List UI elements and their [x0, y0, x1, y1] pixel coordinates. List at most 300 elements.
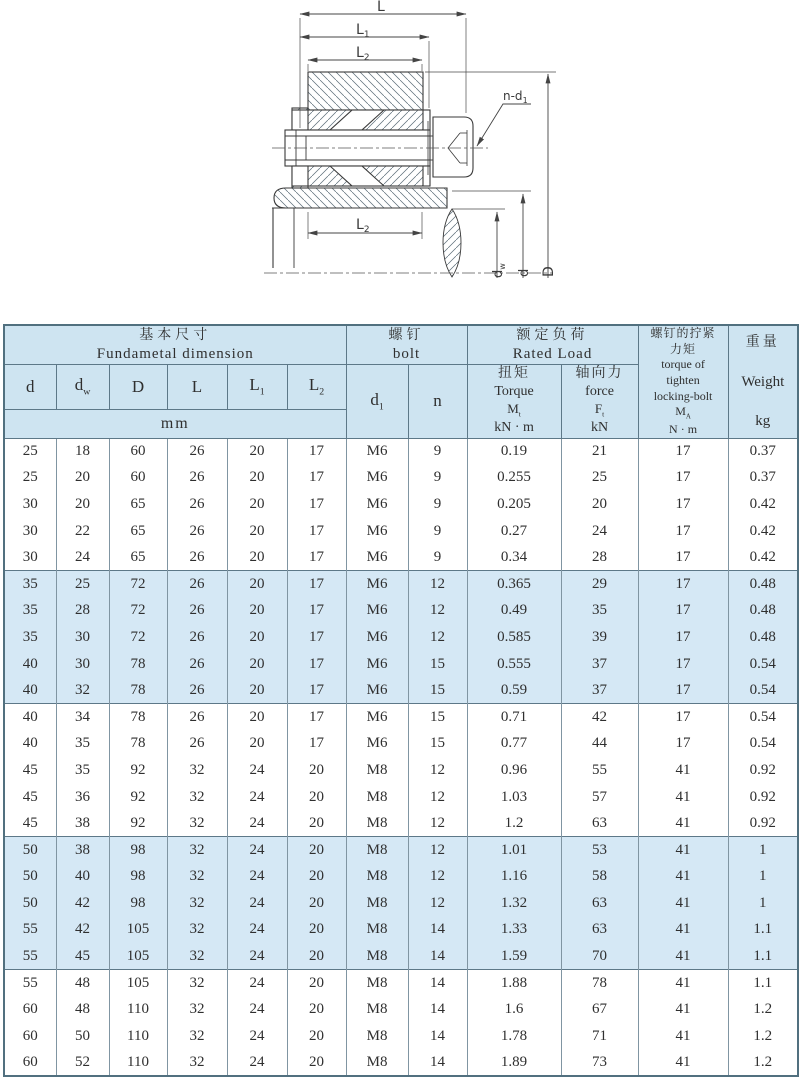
- header-basic-dimension: [4, 325, 346, 364]
- cell: 25: [56, 571, 109, 598]
- cell: M8: [346, 784, 408, 811]
- dia-label-dw: $d_w$: [491, 263, 507, 278]
- cell: 12: [408, 757, 467, 784]
- col-header-L2: $L_2$: [287, 364, 346, 409]
- cell: 20: [227, 491, 287, 518]
- cell: 0.205: [467, 491, 561, 518]
- cell: 0.96: [467, 757, 561, 784]
- header-rated-load-en: Rated Load: [512, 345, 593, 362]
- cell: 17: [287, 731, 346, 758]
- cell: 20: [227, 518, 287, 545]
- col-header-L: L: [167, 364, 227, 409]
- cell: 63: [561, 917, 638, 944]
- spec-table-head: [4, 325, 798, 438]
- cell: 45: [4, 784, 56, 811]
- col-header-L1: $L_1$: [227, 364, 287, 409]
- cell: 26: [167, 491, 227, 518]
- cell: M6: [346, 677, 408, 704]
- cell: 37: [561, 677, 638, 704]
- cell: 15: [408, 651, 467, 678]
- cell: 24: [227, 1023, 287, 1050]
- cell: 9: [408, 491, 467, 518]
- cell: 20: [227, 651, 287, 678]
- cell: 52: [56, 1050, 109, 1077]
- cell: 12: [408, 810, 467, 837]
- cell: 32: [167, 757, 227, 784]
- cell: 67: [561, 996, 638, 1023]
- cell: 9: [408, 544, 467, 571]
- table-row: [4, 465, 798, 492]
- cell: 110: [109, 996, 167, 1023]
- bolt-leader-line: [477, 104, 531, 146]
- cell: M6: [346, 571, 408, 598]
- cell: 0.92: [728, 784, 798, 811]
- cell: 32: [167, 917, 227, 944]
- table-row: [4, 757, 798, 784]
- cell: 0.48: [728, 571, 798, 598]
- cell: 26: [167, 704, 227, 731]
- cell: 17: [287, 465, 346, 492]
- cell: 1.89: [467, 1050, 561, 1077]
- col-header-torque: 扭矩 Torque $M_t$ kN · m: [467, 364, 561, 438]
- table-row: [4, 890, 798, 917]
- cell: 63: [561, 810, 638, 837]
- cell: 20: [287, 943, 346, 970]
- cell: 1.2: [728, 996, 798, 1023]
- cell: 0.92: [728, 810, 798, 837]
- cell: 1.88: [467, 970, 561, 997]
- cell: 0.37: [728, 438, 798, 465]
- cell: M6: [346, 465, 408, 492]
- cell: 30: [4, 544, 56, 571]
- cell: 72: [109, 571, 167, 598]
- cell: 35: [4, 571, 56, 598]
- table-row: [4, 864, 798, 891]
- cell: 24: [227, 784, 287, 811]
- cell: 50: [4, 864, 56, 891]
- cell: 0.255: [467, 465, 561, 492]
- bolt-callout-label: $n-d_1$: [503, 89, 528, 105]
- table-row: [4, 598, 798, 625]
- cell: 53: [561, 837, 638, 864]
- header-bolt: [346, 325, 467, 364]
- cell: 26: [167, 518, 227, 545]
- cell: 18: [56, 438, 109, 465]
- cell: 35: [4, 624, 56, 651]
- cell: 41: [638, 1023, 728, 1050]
- cell: 17: [287, 651, 346, 678]
- cell: 41: [638, 784, 728, 811]
- cell: 17: [638, 544, 728, 571]
- dim-label-L2-bottom: $L_2$: [356, 217, 370, 235]
- cell: 40: [4, 731, 56, 758]
- cell: 1.32: [467, 890, 561, 917]
- cell: 30: [56, 624, 109, 651]
- cell: 12: [408, 624, 467, 651]
- cell: 0.19: [467, 438, 561, 465]
- cell: 17: [287, 677, 346, 704]
- cell: 17: [287, 598, 346, 625]
- cell: 42: [56, 917, 109, 944]
- cell: 20: [227, 624, 287, 651]
- cell: M6: [346, 731, 408, 758]
- cell: 0.42: [728, 544, 798, 571]
- cell: 40: [56, 864, 109, 891]
- cell: 30: [4, 518, 56, 545]
- cell: M6: [346, 624, 408, 651]
- cell: 35: [56, 757, 109, 784]
- cell: 25: [4, 438, 56, 465]
- cell: 92: [109, 784, 167, 811]
- header-basic-dimension-zh: 基本尺寸: [139, 328, 212, 343]
- cell: M6: [346, 651, 408, 678]
- cell: 22: [56, 518, 109, 545]
- cell: 39: [561, 624, 638, 651]
- cell: 50: [56, 1023, 109, 1050]
- cell: 17: [638, 651, 728, 678]
- cell: 17: [638, 465, 728, 492]
- table-row: [4, 651, 798, 678]
- cell: 14: [408, 996, 467, 1023]
- cell: 12: [408, 784, 467, 811]
- cell: 20: [227, 704, 287, 731]
- cell: 71: [561, 1023, 638, 1050]
- cell: 36: [56, 784, 109, 811]
- cell: 20: [287, 1023, 346, 1050]
- spec-table: [3, 324, 799, 1077]
- cell: M6: [346, 518, 408, 545]
- cell: 0.555: [467, 651, 561, 678]
- table-row: [4, 810, 798, 837]
- cell: M8: [346, 757, 408, 784]
- cell: 15: [408, 677, 467, 704]
- cell: 42: [561, 704, 638, 731]
- cell: 20: [287, 757, 346, 784]
- cell: 63: [561, 890, 638, 917]
- spec-table-body: [4, 438, 798, 1076]
- cell: 1.2: [467, 810, 561, 837]
- cell: 55: [4, 943, 56, 970]
- cell: 78: [561, 970, 638, 997]
- cell: 72: [109, 624, 167, 651]
- cell: M6: [346, 438, 408, 465]
- cell: 50: [4, 837, 56, 864]
- header-bolt-en: bolt: [392, 345, 421, 362]
- cell: 32: [167, 890, 227, 917]
- cell: 20: [56, 465, 109, 492]
- cell: 1: [728, 890, 798, 917]
- cell: 14: [408, 1050, 467, 1077]
- cell: 48: [56, 970, 109, 997]
- cell: 24: [56, 544, 109, 571]
- cell: 41: [638, 917, 728, 944]
- dim-label-L: L: [377, 0, 385, 15]
- cell: 24: [227, 970, 287, 997]
- cell: 17: [287, 571, 346, 598]
- cell: 41: [638, 970, 728, 997]
- cell: 65: [109, 544, 167, 571]
- table-row: [4, 1050, 798, 1077]
- cell: 20: [56, 491, 109, 518]
- cell: 28: [56, 598, 109, 625]
- cell: 14: [408, 1023, 467, 1050]
- cell: 98: [109, 864, 167, 891]
- cell: 98: [109, 837, 167, 864]
- cell: 0.365: [467, 571, 561, 598]
- cell: 24: [227, 917, 287, 944]
- cell: 20: [287, 996, 346, 1023]
- cell: 40: [4, 677, 56, 704]
- cell: 17: [638, 704, 728, 731]
- cell: 26: [167, 544, 227, 571]
- cell: 0.77: [467, 731, 561, 758]
- cell: 70: [561, 943, 638, 970]
- cell: 32: [167, 943, 227, 970]
- cell: 55: [4, 970, 56, 997]
- cell: 55: [4, 917, 56, 944]
- cell: 17: [287, 518, 346, 545]
- cell: M8: [346, 943, 408, 970]
- cell: 0.37: [728, 465, 798, 492]
- col-header-axial-force: 轴向力 force $F_t$ kN: [561, 364, 638, 438]
- cell: 78: [109, 677, 167, 704]
- cell: 35: [56, 731, 109, 758]
- table-row: [4, 943, 798, 970]
- cell: 17: [638, 438, 728, 465]
- cell: 78: [109, 731, 167, 758]
- cell: 26: [167, 651, 227, 678]
- cell: 32: [167, 1023, 227, 1050]
- cell: 20: [287, 784, 346, 811]
- dim-label-L1: $L_1$: [356, 22, 370, 40]
- cell: 26: [167, 677, 227, 704]
- cell: 0.59: [467, 677, 561, 704]
- col-header-dw: $d_w$: [56, 364, 109, 409]
- cell: 9: [408, 518, 467, 545]
- cell: 41: [638, 864, 728, 891]
- cell: 30: [56, 651, 109, 678]
- cell: 32: [167, 864, 227, 891]
- cell: 32: [167, 996, 227, 1023]
- cell: 1.33: [467, 917, 561, 944]
- cell: 12: [408, 890, 467, 917]
- cell: 60: [109, 438, 167, 465]
- cell: 0.54: [728, 677, 798, 704]
- cell: 0.54: [728, 704, 798, 731]
- cell: 57: [561, 784, 638, 811]
- cell: 32: [167, 784, 227, 811]
- table-row: [4, 996, 798, 1023]
- cell: 24: [227, 837, 287, 864]
- cell: M8: [346, 864, 408, 891]
- cell: 20: [227, 544, 287, 571]
- cell: 92: [109, 810, 167, 837]
- cell: 37: [561, 651, 638, 678]
- cell: 20: [287, 864, 346, 891]
- cell: 17: [638, 677, 728, 704]
- cell: 32: [56, 677, 109, 704]
- cell: 20: [227, 731, 287, 758]
- outer-ring: [308, 72, 423, 110]
- cell: 1: [728, 837, 798, 864]
- table-row: [4, 518, 798, 545]
- cell: 24: [561, 518, 638, 545]
- cell: 17: [638, 571, 728, 598]
- cell: 1.2: [728, 1023, 798, 1050]
- col-header-n: n: [408, 364, 467, 438]
- cell: 12: [408, 837, 467, 864]
- cell: 32: [167, 837, 227, 864]
- cell: 14: [408, 917, 467, 944]
- cell: 20: [287, 917, 346, 944]
- cell: 41: [638, 1050, 728, 1077]
- cell: 20: [287, 970, 346, 997]
- cell: 0.54: [728, 731, 798, 758]
- table-row: [4, 731, 798, 758]
- table-row: [4, 784, 798, 811]
- cell: 20: [287, 890, 346, 917]
- cell: 41: [638, 996, 728, 1023]
- cell: M6: [346, 544, 408, 571]
- dim-label-L2-top: $L_2$: [356, 45, 370, 63]
- cell: 26: [167, 465, 227, 492]
- table-row: [4, 970, 798, 997]
- cell: 17: [638, 598, 728, 625]
- cell: 20: [227, 677, 287, 704]
- unit-row-mm: mm: [4, 409, 346, 438]
- cell: 0.48: [728, 624, 798, 651]
- cell: 17: [638, 491, 728, 518]
- cell: 28: [561, 544, 638, 571]
- cell: 41: [638, 810, 728, 837]
- cell: 9: [408, 438, 467, 465]
- cell: 0.92: [728, 757, 798, 784]
- cell: 26: [167, 624, 227, 651]
- cell: M6: [346, 491, 408, 518]
- cell: 0.585: [467, 624, 561, 651]
- header-rated-load-zh: 额定负荷: [516, 328, 589, 343]
- cell: 17: [638, 518, 728, 545]
- col-header-D: D: [109, 364, 167, 409]
- cell: 24: [227, 890, 287, 917]
- cell: 20: [227, 571, 287, 598]
- cell: 45: [4, 757, 56, 784]
- cell: M8: [346, 917, 408, 944]
- table-row: [4, 1023, 798, 1050]
- cell: 60: [109, 465, 167, 492]
- cell: 32: [167, 1050, 227, 1077]
- cell: 1.01: [467, 837, 561, 864]
- cell: 15: [408, 704, 467, 731]
- table-row: [4, 571, 798, 598]
- table-row: [4, 917, 798, 944]
- cell: 1.16: [467, 864, 561, 891]
- cell: 17: [638, 624, 728, 651]
- cell: 73: [561, 1050, 638, 1077]
- cell: M8: [346, 996, 408, 1023]
- cell: 78: [109, 651, 167, 678]
- cell: 12: [408, 571, 467, 598]
- cell: M8: [346, 1050, 408, 1077]
- table-row: [4, 704, 798, 731]
- cell: 20: [287, 1050, 346, 1077]
- hub-flange: [274, 188, 447, 208]
- cell: 20: [227, 438, 287, 465]
- cell: 17: [638, 731, 728, 758]
- cell: 0.27: [467, 518, 561, 545]
- cell: 1.03: [467, 784, 561, 811]
- cell: 20: [227, 598, 287, 625]
- cell: 1.1: [728, 917, 798, 944]
- locking-screw: [425, 117, 473, 177]
- cell: 35: [4, 598, 56, 625]
- cell: 42: [56, 890, 109, 917]
- cell: 1.2: [728, 1050, 798, 1077]
- cell: 26: [167, 438, 227, 465]
- cell: 110: [109, 1023, 167, 1050]
- cell: 12: [408, 598, 467, 625]
- header-bolt-zh: 螺钉: [388, 328, 425, 343]
- cell: 34: [56, 704, 109, 731]
- cell: 24: [227, 996, 287, 1023]
- cell: 24: [227, 1050, 287, 1077]
- cell: 20: [287, 837, 346, 864]
- cell: 60: [4, 996, 56, 1023]
- cell: 0.49: [467, 598, 561, 625]
- cell: 26: [167, 598, 227, 625]
- cell: 1.6: [467, 996, 561, 1023]
- cell: 20: [287, 810, 346, 837]
- cell: 1.78: [467, 1023, 561, 1050]
- cell: 25: [561, 465, 638, 492]
- cell: M8: [346, 970, 408, 997]
- cell: 24: [227, 810, 287, 837]
- header-rated-load: [467, 325, 638, 364]
- cell: M8: [346, 810, 408, 837]
- cell: 17: [287, 544, 346, 571]
- cell: 0.34: [467, 544, 561, 571]
- cell: 0.71: [467, 704, 561, 731]
- cell: 98: [109, 890, 167, 917]
- table-row: [4, 624, 798, 651]
- cell: 12: [408, 864, 467, 891]
- cell: M8: [346, 1023, 408, 1050]
- col-header-d: d: [4, 364, 56, 409]
- cell: 24: [227, 943, 287, 970]
- cell: 38: [56, 837, 109, 864]
- header-weight: 重量 Weight kg: [728, 325, 798, 438]
- cell: 20: [227, 465, 287, 492]
- cell: 17: [287, 704, 346, 731]
- cell: 58: [561, 864, 638, 891]
- header-locking-torque: 螺钉的拧紧 力矩 torque of tighten locking-bolt $M_A$ N · m: [638, 325, 728, 438]
- table-row: [4, 438, 798, 465]
- cell: 105: [109, 943, 167, 970]
- cell: 17: [287, 491, 346, 518]
- cell: 17: [287, 438, 346, 465]
- cell: 26: [167, 571, 227, 598]
- cell: 1.59: [467, 943, 561, 970]
- table-row: [4, 837, 798, 864]
- cell: 48: [56, 996, 109, 1023]
- cell: 14: [408, 970, 467, 997]
- cell: 55: [561, 757, 638, 784]
- table-row: [4, 544, 798, 571]
- cell: 41: [638, 943, 728, 970]
- cell: M6: [346, 598, 408, 625]
- cell: 38: [56, 810, 109, 837]
- cell: 35: [561, 598, 638, 625]
